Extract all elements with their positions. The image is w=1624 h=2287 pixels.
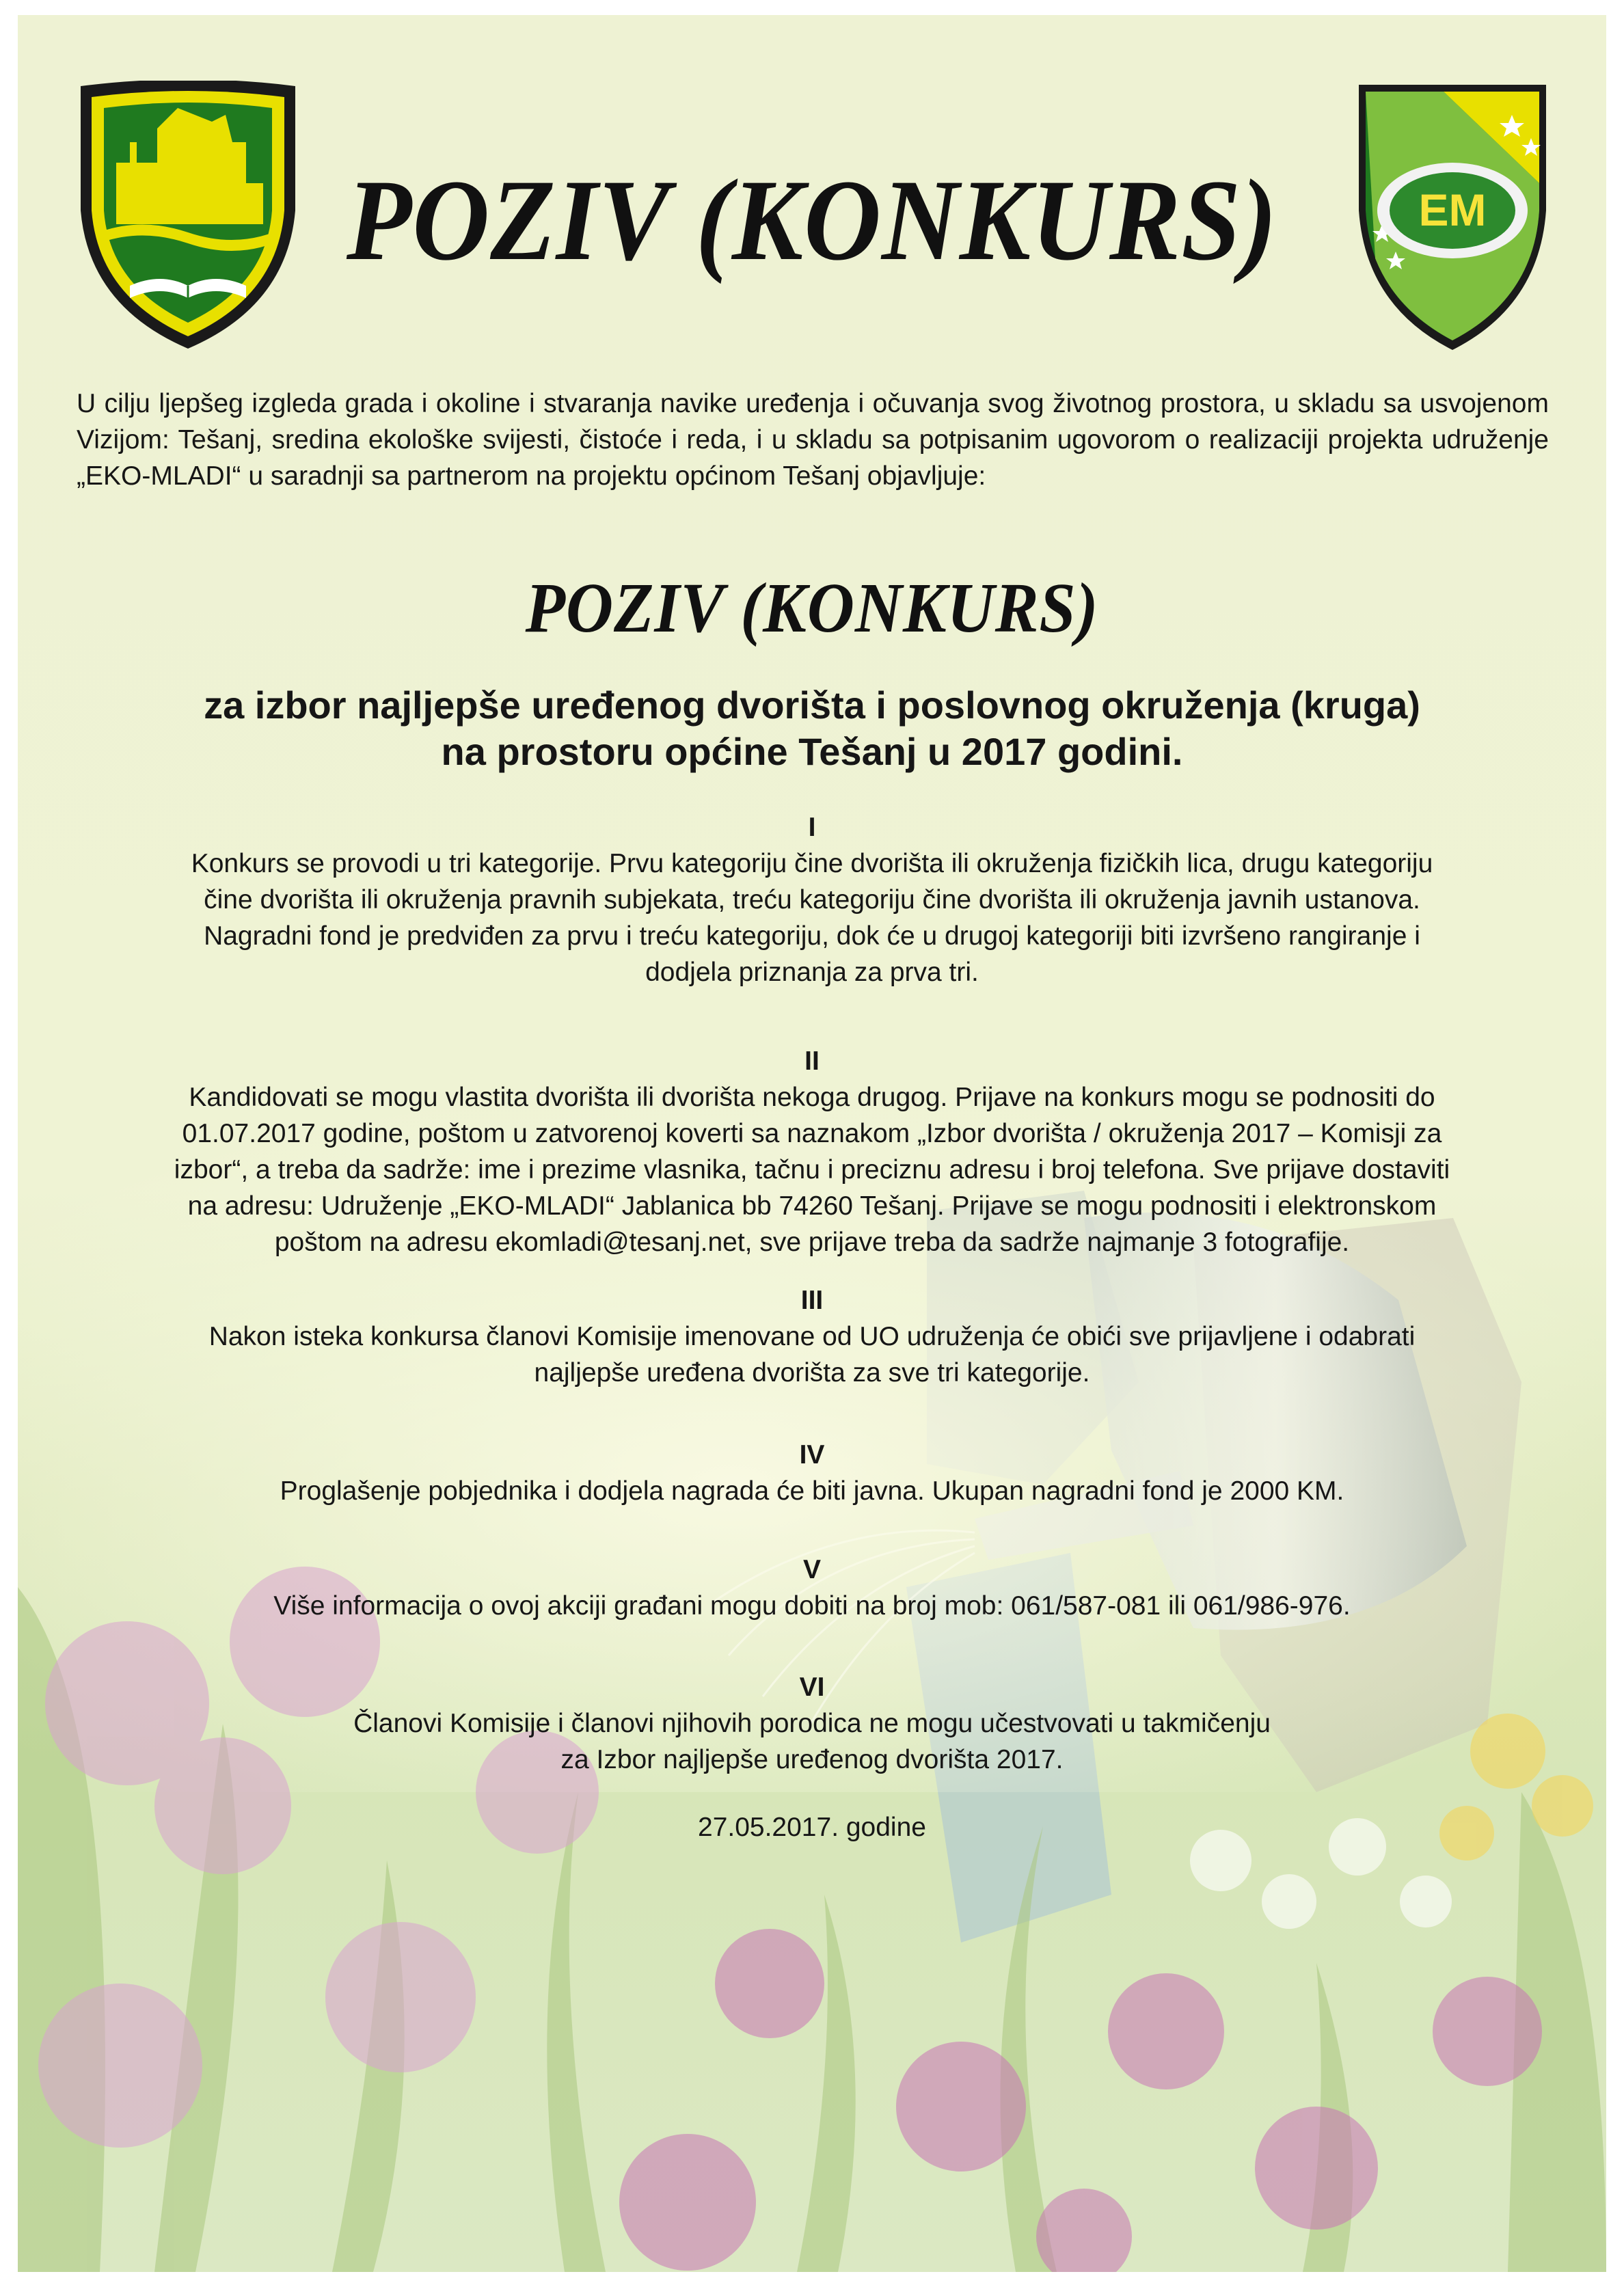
section-numeral: IV [799, 1440, 825, 1470]
section-iii [86, 1282, 1538, 1391]
section-line: Konkurs se provodi u tri kategorije. Prvu kategoriju čine dvorišta ili okruženja fizičkih lica, drugu kategoriju [191, 849, 1433, 878]
section-iv [86, 1437, 1538, 1509]
section-line: Kandidovati se mogu vlastita dvorišta ili dvorišta nekoga drugog. Prijave na konkurs mogu se podnositi do [189, 1083, 1435, 1112]
section-line: najljepše uređena dvorišta za sve tri kategorije. [534, 1358, 1090, 1388]
subtitle: POZIV (KONKURS) [525, 569, 1099, 647]
section-numeral: II [804, 1046, 820, 1076]
eko-mladi-emblem-text: EM [1418, 185, 1487, 235]
section-v [86, 1552, 1538, 1624]
section-line: 01.07.2017 godine, poštom u zatvorenoj koverti sa naznakom „Izbor dvorišta / okruženja 2017 – Komisji za [182, 1119, 1442, 1148]
competition-heading [18, 682, 1606, 775]
section-line: Nakon isteka konkursa članovi Komisije imenovane od UO udruženja će obići sve prijavljene i odabrati [208, 1322, 1416, 1351]
page-title: POZIV (KONKURS) [346, 156, 1278, 284]
section-line: Više informacija o ovoj akciji građani mogu dobiti na broj mob: 061/587-081 ili 061/986-976. [273, 1591, 1351, 1621]
section-line: poštom na adresu ekomladi@tesanj.net, sve prijave treba da sadrže najmanje 3 fotografije. [274, 1228, 1350, 1257]
section-numeral: III [800, 1286, 824, 1315]
section-numeral: VI [799, 1673, 825, 1702]
section-line: Članovi Komisije i članovi njihovih porodica ne mogu učestvovati u takmičenju [353, 1709, 1271, 1738]
section-line: na adresu: Udruženje „EKO-MLADI“ Jablanica bb 74260 Tešanj. Prijave se mogu podnositi i elektronskom [187, 1191, 1437, 1221]
section-i [86, 809, 1538, 990]
intro-paragraph [77, 385, 1549, 494]
section-line: Proglašenje pobjednika i dodjela nagrada će biti javna. Ukupan nagradni fond je 2000 KM. [280, 1476, 1344, 1506]
issue-date: 27.05.2017. godine [698, 1813, 926, 1842]
section-line: za Izbor najljepše uređenog dvorišta 2017. [560, 1745, 1064, 1774]
heading-line-2: na prostoru općine Tešanj u 2017 godini. [441, 730, 1183, 773]
section-numeral: I [808, 813, 816, 842]
section-numeral: V [802, 1555, 821, 1584]
section-line: Nagradni fond je predviđen za prvu i treću kategoriju, dok će u drugoj kategoriji biti izvršeno rangiranje i [204, 921, 1420, 951]
heading-line-1: za izbor najljepše uređenog dvorišta i poslovnog okruženja (kruga) [204, 684, 1420, 727]
section-line: čine dvorišta ili okruženja pravnih subjekata, treću kategoriju čine dvorišta ili okruženja javnih ustanova. [204, 885, 1420, 915]
intro-text: U cilju ljepšeg izgleda grada i okoline i stvaranja navike uređenja i očuvanja svog životnog prostora, u skladu sa usvojenom Vizijom: Tešanj, sredina ekološke svijesti, čistoće i reda, i u skladu sa potpisanim ugovorom o realizaciji projekta udruženje „EKO-MLADI“ u saradnji sa partnerom na projektu općinom Tešanj objavljuje: [77, 389, 1549, 491]
section-line: izbor“, a treba da sadrže: ime i prezime vlasnika, tačnu i preciznu adresu i broj telefona. Sve prijave dostaviti [174, 1155, 1450, 1185]
section-vi [86, 1669, 1538, 1778]
section-ii [86, 1043, 1538, 1260]
poster [18, 15, 1606, 2272]
section-line: dodjela priznanja za prva tri. [645, 958, 979, 987]
